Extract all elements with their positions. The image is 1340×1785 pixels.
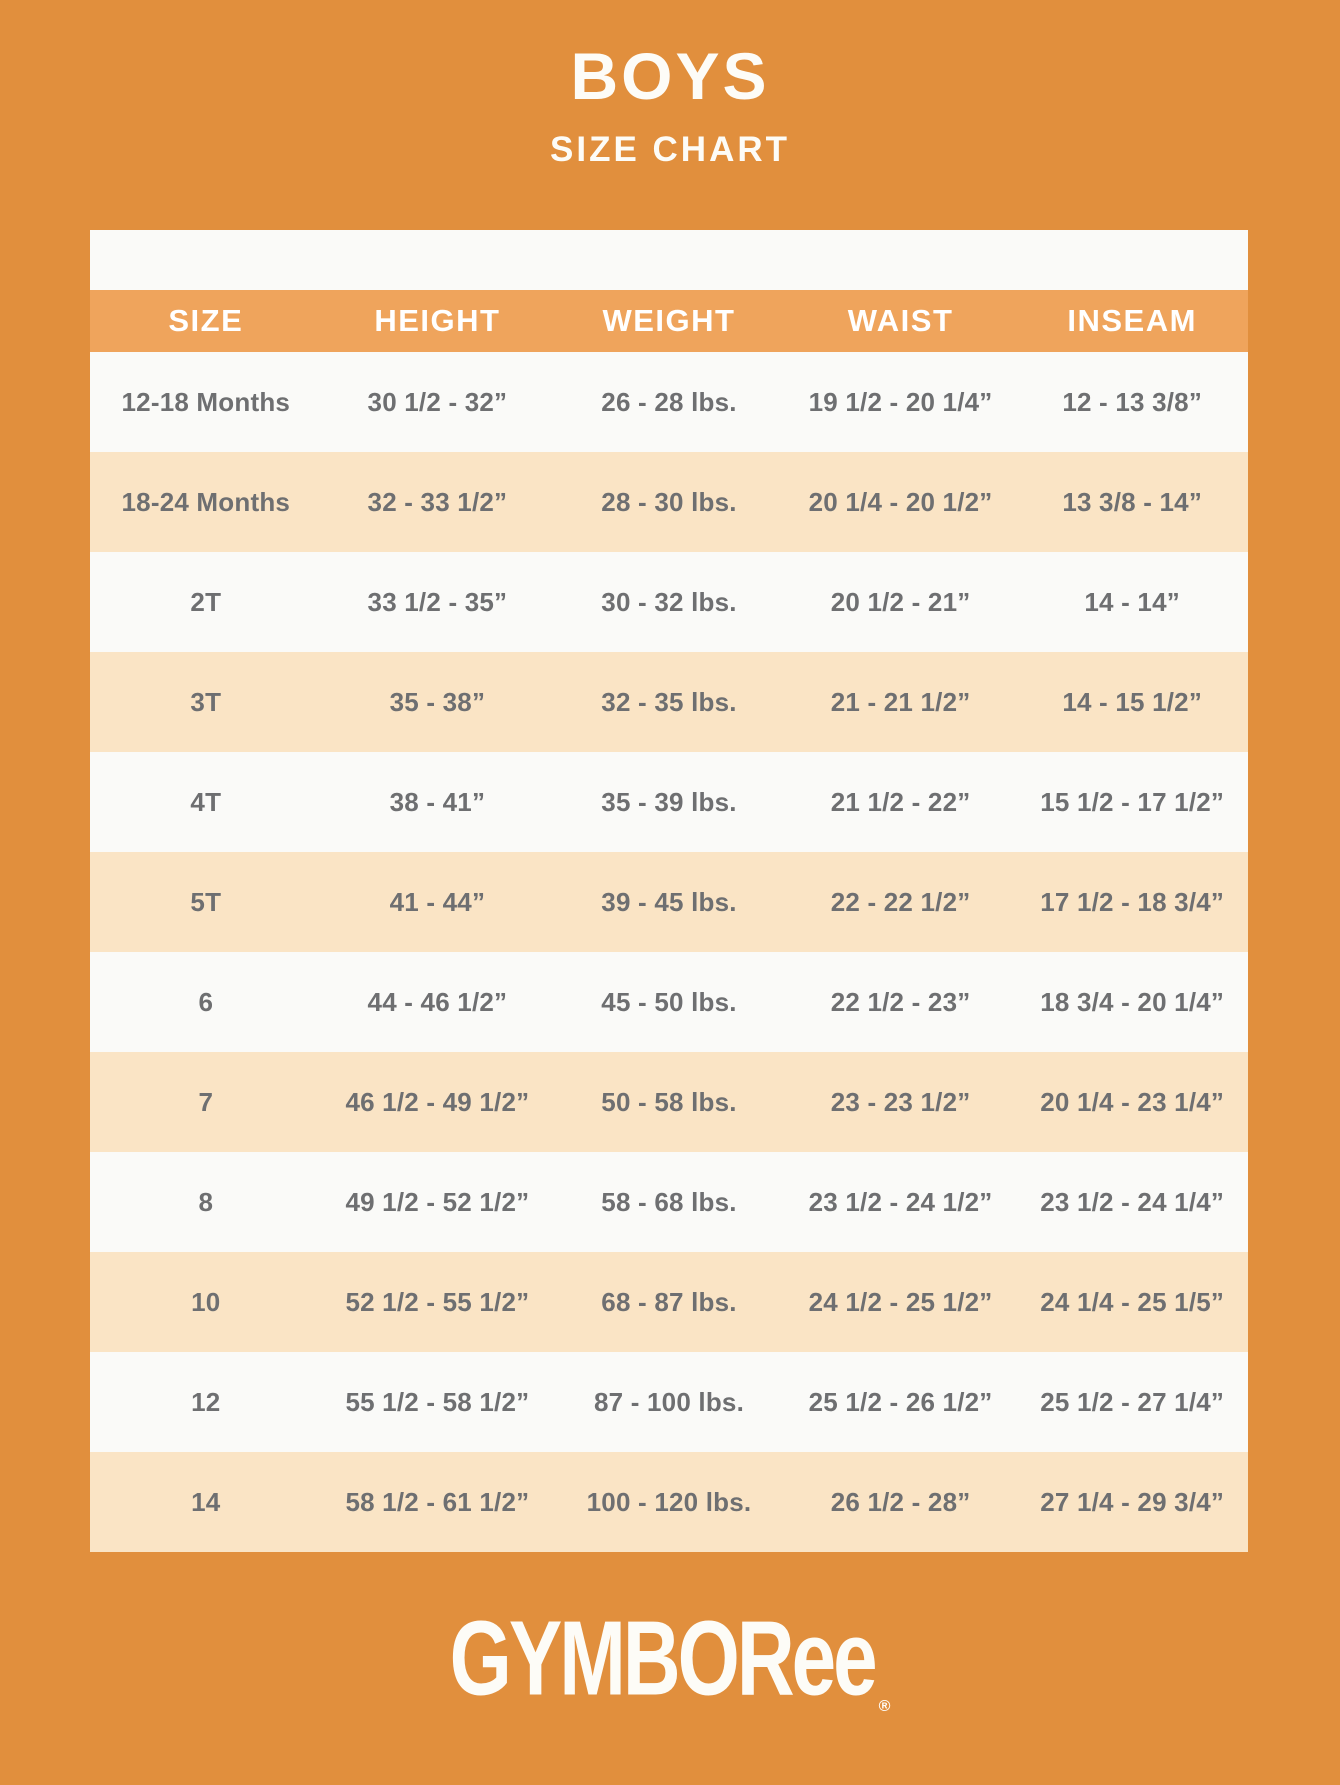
weight-cell: 32 - 35 lbs.	[601, 686, 737, 717]
inseam-cell: 24 1/4 - 25 1/5”	[1040, 1286, 1225, 1317]
size-cell: 8	[198, 1186, 214, 1217]
waist-cell: 21 1/2 - 22”	[830, 786, 971, 817]
table-row	[90, 452, 1248, 552]
table-row	[90, 852, 1248, 952]
height-cell: 33 1/2 - 35”	[367, 586, 508, 617]
height-cell: 41 - 44”	[389, 886, 486, 917]
page-title: BOYS	[570, 39, 770, 113]
table-top-spacer	[90, 230, 1248, 290]
size-cell: 2T	[190, 586, 222, 617]
inseam-cell: 25 1/2 - 27 1/4”	[1040, 1386, 1225, 1417]
table-header-row	[90, 290, 1248, 352]
column-header-size: SIZE	[168, 303, 244, 338]
inseam-cell: 13 3/8 - 14”	[1062, 486, 1203, 517]
waist-cell: 23 1/2 - 24 1/2”	[808, 1186, 993, 1217]
table-row	[90, 752, 1248, 852]
inseam-cell: 20 1/4 - 23 1/4”	[1040, 1086, 1225, 1117]
size-cell: 5T	[190, 886, 222, 917]
height-cell: 52 1/2 - 55 1/2”	[345, 1286, 530, 1317]
waist-cell: 25 1/2 - 26 1/2”	[808, 1386, 993, 1417]
weight-cell: 30 - 32 lbs.	[601, 586, 737, 617]
weight-cell: 35 - 39 lbs.	[601, 786, 737, 817]
weight-cell: 28 - 30 lbs.	[601, 486, 737, 517]
column-header-height: HEIGHT	[374, 303, 501, 338]
size-cell: 10	[191, 1286, 221, 1317]
size-cell: 14	[191, 1486, 221, 1517]
table-row	[90, 1252, 1248, 1352]
inseam-cell: 17 1/2 - 18 3/4”	[1040, 886, 1225, 917]
table-row	[90, 652, 1248, 752]
gymboree-logo	[0, 1598, 1340, 1717]
size-cell: 3T	[190, 686, 222, 717]
table-row	[90, 552, 1248, 652]
height-cell: 35 - 38”	[389, 686, 486, 717]
weight-cell: 68 - 87 lbs.	[601, 1286, 737, 1317]
table-row	[90, 352, 1248, 452]
weight-cell: 45 - 50 lbs.	[601, 986, 737, 1017]
table-row	[90, 1452, 1248, 1552]
column-header-waist: WAIST	[847, 303, 954, 338]
height-cell: 30 1/2 - 32”	[367, 386, 508, 417]
inseam-cell: 23 1/2 - 24 1/4”	[1040, 1186, 1225, 1217]
inseam-cell: 18 3/4 - 20 1/4”	[1040, 986, 1225, 1017]
size-cell: 12	[191, 1386, 221, 1417]
size-cell: 4T	[190, 786, 222, 817]
waist-cell: 19 1/2 - 20 1/4”	[808, 386, 993, 417]
height-cell: 55 1/2 - 58 1/2”	[345, 1386, 530, 1417]
column-header-inseam: INSEAM	[1067, 303, 1197, 338]
inseam-cell: 15 1/2 - 17 1/2”	[1040, 786, 1225, 817]
column-header-weight: WEIGHT	[602, 303, 736, 338]
waist-cell: 20 1/2 - 21”	[830, 586, 971, 617]
inseam-cell: 14 - 14”	[1084, 586, 1180, 617]
registered-trademark-icon: ®	[878, 1698, 891, 1715]
waist-cell: 24 1/2 - 25 1/2”	[808, 1286, 993, 1317]
height-cell: 38 - 41”	[389, 786, 486, 817]
table-row	[90, 1052, 1248, 1152]
inseam-cell: 12 - 13 3/8”	[1062, 386, 1203, 417]
weight-cell: 100 - 120 lbs.	[586, 1486, 752, 1517]
height-cell: 32 - 33 1/2”	[367, 486, 508, 517]
waist-cell: 22 1/2 - 23”	[830, 986, 971, 1017]
size-cell: 18-24 Months	[121, 486, 291, 517]
waist-cell: 22 - 22 1/2”	[830, 886, 971, 917]
height-cell: 49 1/2 - 52 1/2”	[345, 1186, 530, 1217]
waist-cell: 21 - 21 1/2”	[830, 686, 971, 717]
waist-cell: 23 - 23 1/2”	[830, 1086, 971, 1117]
weight-cell: 58 - 68 lbs.	[601, 1186, 737, 1217]
height-cell: 58 1/2 - 61 1/2”	[345, 1486, 530, 1517]
height-cell: 44 - 46 1/2”	[367, 986, 508, 1017]
table-row	[90, 952, 1248, 1052]
size-cell: 12-18 Months	[121, 386, 291, 417]
weight-cell: 26 - 28 lbs.	[601, 386, 737, 417]
gymboree-logo-text: GYMBORee	[449, 1599, 875, 1717]
inseam-cell: 14 - 15 1/2”	[1062, 686, 1203, 717]
waist-cell: 20 1/4 - 20 1/2”	[808, 486, 993, 517]
weight-cell: 50 - 58 lbs.	[601, 1086, 737, 1117]
table-body	[90, 352, 1248, 1552]
table-row	[90, 1152, 1248, 1252]
weight-cell: 87 - 100 lbs.	[593, 1386, 744, 1417]
size-cell: 7	[198, 1086, 214, 1117]
table-row	[90, 1352, 1248, 1452]
weight-cell: 39 - 45 lbs.	[601, 886, 737, 917]
inseam-cell: 27 1/4 - 29 3/4”	[1040, 1486, 1225, 1517]
waist-cell: 26 1/2 - 28”	[830, 1486, 971, 1517]
size-chart-table	[90, 230, 1248, 1552]
size-cell: 6	[198, 986, 214, 1017]
height-cell: 46 1/2 - 49 1/2”	[345, 1086, 530, 1117]
page-subtitle: SIZE CHART	[550, 130, 790, 169]
